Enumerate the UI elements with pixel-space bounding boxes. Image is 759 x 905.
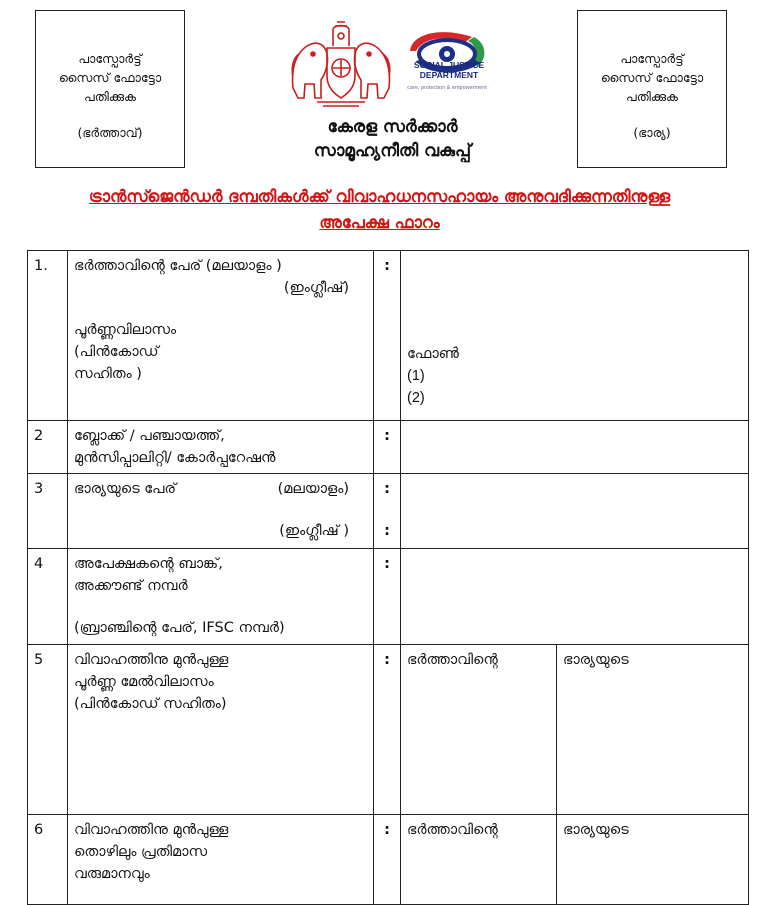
bank-details-field[interactable]: [401, 549, 749, 645]
wife-name-label: ഭാര്യയുടെ പേര്: [74, 481, 177, 497]
pre-marriage-label: വിവാഹത്തിനു മുൻപുള്ള: [74, 652, 229, 668]
kerala-emblem-icon: [287, 18, 395, 110]
photo-line3: പതിക്കുക: [626, 89, 678, 104]
occupation-label: തൊഴിലും പ്രതിമാസ: [74, 844, 208, 860]
colon: :: [374, 549, 401, 645]
municipality-label: മുൻസിപ്പാലിറ്റി/ കോർപ്പറേഷൻ: [74, 450, 276, 466]
phone-2-label: (2): [407, 390, 425, 406]
table-row: [28, 251, 749, 421]
table-row: [28, 421, 749, 474]
wife-name-field[interactable]: [401, 474, 749, 549]
photo-line1: പാസ്പോർട്ട്: [620, 51, 684, 66]
wife-column-label: ഭാര്യയുടെ: [563, 822, 629, 838]
department-name-line2: DEPARTMENT: [419, 70, 479, 80]
colon-pair: [374, 474, 401, 549]
department-title: സാമൂഹ്യനീതി വകുപ്പ്: [313, 141, 472, 161]
husband-details-field[interactable]: [401, 251, 749, 421]
form-title-line1: ട്രാൻസ്ജെൻഡർ ദമ്പതികൾക്ക് വിവാഹധനസഹായം അനുവദിക്കുന്നതിനുള്ള: [88, 187, 671, 206]
row-label: [68, 815, 374, 905]
form-title: [28, 184, 731, 236]
wife-occupation-field[interactable]: [557, 815, 749, 905]
pre-marriage-label: വിവാഹത്തിനു മുൻപുള്ള: [74, 822, 229, 838]
government-name: കേരള സർക്കാർ: [327, 117, 458, 137]
full-address-label: പൂർണ്ണ മേൽവിലാസം: [74, 674, 214, 690]
colon: :: [384, 523, 390, 539]
account-number-label: അക്കൗണ്ട് നമ്പർ: [74, 578, 188, 594]
colon: :: [374, 251, 401, 421]
table-row: [28, 815, 749, 905]
branch-ifsc-label: (ബ്രാഞ്ചിന്റെ പേര്, IFSC നമ്പർ): [74, 620, 285, 636]
address-label: പൂർണ്ണവിലാസം: [74, 322, 177, 338]
table-row: [28, 474, 749, 549]
income-label: വരുമാനവും: [74, 866, 150, 882]
department-name: [404, 60, 494, 80]
row-label: [68, 645, 374, 815]
row-label: [68, 549, 374, 645]
wife-address-field[interactable]: [557, 645, 749, 815]
husband-name-label: ഭർത്താവിന്റെ പേര് (മലയാളം ): [74, 258, 282, 274]
row-number: 2: [28, 421, 68, 474]
row-label: [68, 421, 374, 474]
husband-column-label: ഭർത്താവിന്റെ: [407, 822, 498, 838]
department-name-line1: SOCIAL JUSTICE: [413, 60, 485, 70]
phone-1-label: (1): [407, 368, 425, 384]
row-number: 4: [28, 549, 68, 645]
row-number: 6: [28, 815, 68, 905]
photo-line3: പതിക്കുക: [84, 89, 136, 104]
pincode-label: (പിൻകോഡ് സഹിതം): [74, 696, 227, 712]
husband-column-label: ഭർത്താവിന്റെ: [407, 652, 498, 668]
row-label: [68, 251, 374, 421]
application-form-table: [27, 250, 749, 905]
colon: :: [374, 815, 401, 905]
photo-line2: സൈസ് ഫോട്ടോ: [600, 70, 704, 85]
social-justice-logo-icon: [402, 12, 492, 96]
local-body-field[interactable]: [401, 421, 749, 474]
department-tagline: care, protection & empowerment: [407, 85, 487, 91]
wife-column-label: ഭാര്യയുടെ: [563, 652, 629, 668]
pincode-label-end: സഹിതം ): [74, 366, 142, 382]
photo-owner-label: (ഭാര്യ): [633, 125, 671, 140]
husband-address-field[interactable]: [401, 645, 557, 815]
husband-photo-box: [35, 10, 185, 168]
colon: :: [374, 645, 401, 815]
photo-instruction: [578, 49, 726, 106]
colon: :: [384, 481, 390, 497]
row-number: 5: [28, 645, 68, 815]
wife-photo-box: [577, 10, 727, 168]
malayalam-label: (മലയാളം): [277, 481, 349, 497]
row-number: 3: [28, 474, 68, 549]
block-panchayat-label: ബ്ലോക്ക് / പഞ്ചായത്ത്,: [74, 428, 225, 444]
row-number: 1.: [28, 251, 68, 421]
table-row: [28, 549, 749, 645]
husband-occupation-field[interactable]: [401, 815, 557, 905]
colon: :: [374, 421, 401, 474]
photo-owner-label: (ഭർത്താവ്): [77, 125, 143, 140]
photo-line2: സൈസ് ഫോട്ടോ: [58, 70, 162, 85]
pincode-label: (പിൻകോഡ്: [74, 344, 159, 360]
english-label: (ഇംഗ്ലീഷ് ): [279, 523, 349, 539]
row-label: [68, 474, 374, 549]
photo-instruction: [36, 49, 184, 106]
photo-line1: പാസ്പോർട്ട്: [78, 51, 142, 66]
english-label: (ഇംഗ്ലീഷ്): [283, 280, 349, 296]
government-header: [280, 115, 505, 163]
table-row: [28, 645, 749, 815]
phone-label: ഫോൺ: [407, 346, 459, 362]
bank-label: അപേക്ഷകന്റെ ബാങ്ക്,: [74, 556, 223, 572]
form-title-line2: അപേക്ഷ ഫാറം: [319, 213, 440, 232]
